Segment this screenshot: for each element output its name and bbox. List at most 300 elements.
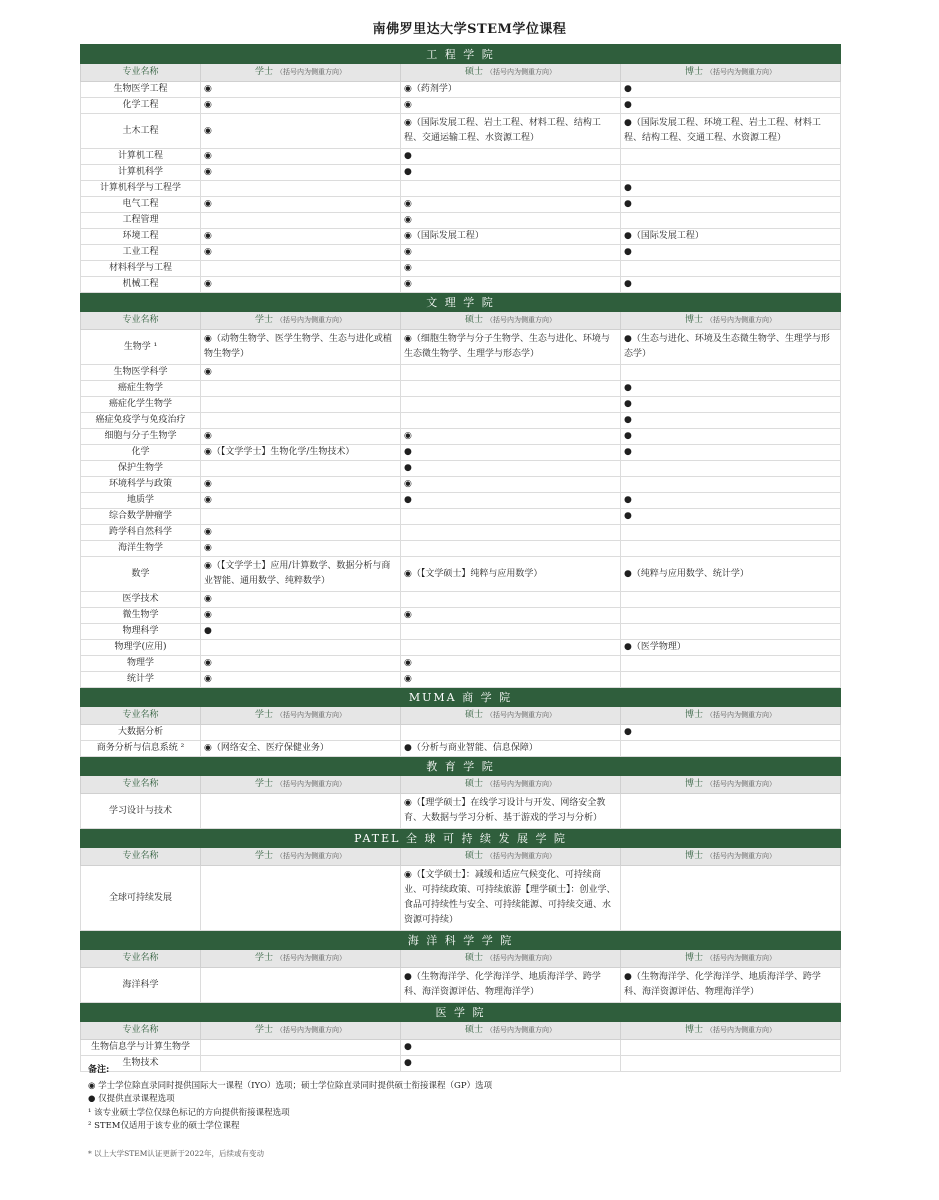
column-header-label: 专业名称 [122,779,159,789]
column-header [81,776,201,794]
table-row [81,624,841,640]
program-name: 计算机科学与工程学 [81,181,201,197]
degree-cell [621,672,841,688]
column-header-row [81,707,841,725]
degree-cell [401,592,621,608]
degree-cell [401,640,621,656]
program-name: 海洋科学 [81,968,201,1003]
degree-cell [621,165,841,181]
table-row [81,725,841,741]
degree-cell: ● [621,181,841,197]
degree-cell [201,213,401,229]
table-row [81,114,841,149]
degree-cell [201,181,401,197]
column-header [401,950,621,968]
column-header [81,312,201,330]
degree-cell [401,381,621,397]
table-row [81,541,841,557]
program-name: 医学技术 [81,592,201,608]
degree-cell [401,541,621,557]
degree-cell: ● [401,461,621,477]
column-header-note: （括号内为侧重方向） [486,711,556,719]
degree-cell: ◉ [201,98,401,114]
column-header-note: （括号内为侧重方向） [276,68,346,76]
column-header-note: （括号内为侧重方向） [706,316,776,324]
program-name: 物理学(应用) [81,640,201,656]
degree-cell [621,461,841,477]
program-name: 生物学 ¹ [81,330,201,365]
degree-cell: ◉ [401,477,621,493]
degree-cell: ● [621,429,841,445]
column-header [201,312,401,330]
degree-cell [621,1040,841,1056]
degree-cell: ● [401,149,621,165]
column-header-note: （括号内为侧重方向） [706,954,776,962]
degree-cell [401,413,621,429]
table-row [81,794,841,829]
column-header [201,1022,401,1040]
degree-cell: ◉ [401,672,621,688]
column-header-label: 博士 [684,779,703,789]
column-header-label: 博士 [684,67,703,77]
column-header-note: （括号内为侧重方向） [486,316,556,324]
column-header [81,848,201,866]
column-header [621,848,841,866]
notes [88,1064,848,1134]
degree-cell: ● [401,1040,621,1056]
column-header-label: 硕士 [464,1025,483,1035]
degree-cell [621,592,841,608]
notes-title: 备注: [88,1065,110,1075]
degree-cell: ● [621,397,841,413]
column-header [621,776,841,794]
degree-cell: ● [621,493,841,509]
column-header [401,312,621,330]
degree-cell: ● [401,445,621,461]
column-header [401,64,621,82]
column-header-note: （括号内为侧重方向） [706,711,776,719]
column-header [621,312,841,330]
section-header [81,931,841,950]
degree-cell [621,149,841,165]
column-header-label: 博士 [684,1025,703,1035]
degree-cell: ◉ [401,277,621,293]
degree-cell: ●（生态与进化、环境及生态微生物学、生理学与形态学） [621,330,841,365]
degree-cell: ◉ [201,245,401,261]
column-header-label: 学士 [254,953,273,963]
table-row [81,429,841,445]
column-header [401,776,621,794]
column-header-label: 博士 [684,851,703,861]
program-name: 材料科学与工程 [81,261,201,277]
column-header-label: 学士 [254,315,273,325]
table-row [81,229,841,245]
degree-cell: ●（分析与商业智能、信息保障） [401,741,621,757]
degree-cell: ◉（【文学硕士】纯粹与应用数学） [401,557,621,592]
program-name: 机械工程 [81,277,201,293]
degree-cell [401,181,621,197]
degree-cell [621,477,841,493]
section-header [81,829,841,848]
program-name: 电气工程 [81,197,201,213]
table-row [81,413,841,429]
column-header-note: （括号内为侧重方向） [486,1026,556,1034]
table-row [81,165,841,181]
column-header-label: 学士 [254,710,273,720]
program-name: 细胞与分子生物学 [81,429,201,445]
column-header [81,707,201,725]
program-name: 工业工程 [81,245,201,261]
degree-cell: ● [621,381,841,397]
column-header [201,848,401,866]
degree-cell: ◉（药剂学） [401,82,621,98]
degree-cell [621,525,841,541]
degree-cell: ● [201,624,401,640]
degree-cell: ◉ [201,656,401,672]
program-name: 化学 [81,445,201,461]
column-header [401,707,621,725]
degree-cell: ◉（网络安全、医疗保健业务） [201,741,401,757]
section-header [81,757,841,776]
degree-cell: ◉ [201,541,401,557]
program-name: 环境工程 [81,229,201,245]
degree-cell [201,509,401,525]
degree-cell: ◉ [401,245,621,261]
note-item: ¹ 该专业硕士学位仅绿色标记的方向提供衔接课程选项 [88,1107,290,1118]
degree-cell: ◉（【理学硕士】在线学习设计与开发、网络安全教育、大数据与学习分析、基于游戏的学习与分析） [401,794,621,829]
degree-cell [621,656,841,672]
section-title: MUMA 商 学 院 [81,688,841,707]
section-title: 医 学 院 [81,1003,841,1022]
degree-cell: ◉ [201,229,401,245]
degree-cell: ◉ [201,592,401,608]
column-header [621,64,841,82]
degree-cell [621,866,841,931]
column-header-label: 硕士 [464,67,483,77]
table-row [81,277,841,293]
column-header [401,1022,621,1040]
degree-cell [201,1040,401,1056]
table-row [81,397,841,413]
column-header-label: 专业名称 [122,953,159,963]
column-header-note: （括号内为侧重方向） [276,1026,346,1034]
table-row [81,181,841,197]
column-header [201,776,401,794]
table-row [81,82,841,98]
program-name: 癌症免疫学与免疫治疗 [81,413,201,429]
table-row [81,592,841,608]
degree-cell: ● [401,493,621,509]
column-header [621,707,841,725]
column-header-row [81,1022,841,1040]
column-header-label: 博士 [684,710,703,720]
column-header-row [81,64,841,82]
degree-cell: ◉（细胞生物学与分子生物学、生态与进化、环境与生态微生物学、生理学与形态学） [401,330,621,365]
column-header-label: 学士 [254,851,273,861]
program-name: 物理科学 [81,624,201,640]
program-name: 学习设计与技术 [81,794,201,829]
program-name: 大数据分析 [81,725,201,741]
program-name: 计算机工程 [81,149,201,165]
section-header [81,293,841,312]
column-header-label: 硕士 [464,953,483,963]
table-row [81,493,841,509]
column-header [621,1022,841,1040]
section-title: 工 程 学 院 [81,45,841,64]
note-item: ² STEM仅适用于该专业的硕士学位课程 [88,1121,240,1131]
degree-cell [201,413,401,429]
table-row [81,365,841,381]
column-header [201,950,401,968]
column-header-label: 硕士 [464,315,483,325]
degree-cell [201,397,401,413]
section-header [81,45,841,64]
table-row [81,149,841,165]
table-row [81,672,841,688]
table-row [81,741,841,757]
degree-cell: ◉ [201,608,401,624]
degree-cell: ◉ [401,213,621,229]
column-header-note: （括号内为侧重方向） [706,68,776,76]
degree-cell: ◉ [201,429,401,445]
program-name: 海洋生物学 [81,541,201,557]
table-row [81,245,841,261]
degree-cell [401,525,621,541]
program-name: 物理学 [81,656,201,672]
column-header-label: 硕士 [464,710,483,720]
degree-cell [621,213,841,229]
degree-cell [621,741,841,757]
degree-cell [201,866,401,931]
degree-cell: ◉ [201,365,401,381]
table-row [81,525,841,541]
degree-table [80,44,840,1072]
column-header-label: 专业名称 [122,851,159,861]
degree-cell [401,365,621,381]
column-header-label: 博士 [684,953,703,963]
column-header-note: （括号内为侧重方向） [276,780,346,788]
table-row [81,509,841,525]
degree-cell: ◉（动物生物学、医学生物学、生态与进化或植物生物学） [201,330,401,365]
degree-cell: ● [621,509,841,525]
table-row [81,98,841,114]
column-header-note: （括号内为侧重方向） [706,1026,776,1034]
degree-cell [201,794,401,829]
column-header-label: 硕士 [464,851,483,861]
degree-cell: ●（国际发展工程） [621,229,841,245]
column-header-note: （括号内为侧重方向） [276,954,346,962]
program-name: 生物信息学与计算生物学 [81,1040,201,1056]
section-title: PATEL 全 球 可 持 续 发 展 学 院 [81,829,841,848]
program-name: 生物医学科学 [81,365,201,381]
degree-cell: ◉ [201,493,401,509]
degree-cell: ◉ [201,477,401,493]
column-header-label: 学士 [254,67,273,77]
table-row [81,213,841,229]
degree-cell: ●（生物海洋学、化学海洋学、地质海洋学、跨学科、海洋资源评估、物理海洋学） [621,968,841,1003]
column-header-label: 专业名称 [122,1025,159,1035]
program-name: 微生物学 [81,608,201,624]
column-header-note: （括号内为侧重方向） [276,711,346,719]
degree-cell [401,397,621,413]
degree-cell: ●（国际发展工程、环境工程、岩土工程、材料工程、结构工程、交通工程、水资源工程） [621,114,841,149]
program-name: 商务分析与信息系统 ² [81,741,201,757]
program-name: 生物技术 [81,1056,201,1072]
program-name: 癌症生物学 [81,381,201,397]
degree-cell [401,509,621,525]
program-name: 地质学 [81,493,201,509]
column-header [621,950,841,968]
program-name: 土木工程 [81,114,201,149]
program-name: 全球可持续发展 [81,866,201,931]
column-header-label: 专业名称 [122,710,159,720]
column-header-note: （括号内为侧重方向） [706,852,776,860]
degree-cell [201,640,401,656]
table-row [81,261,841,277]
column-header-label: 学士 [254,779,273,789]
column-header-row [81,776,841,794]
program-name: 跨学科自然科学 [81,525,201,541]
column-header-note: （括号内为侧重方向） [486,852,556,860]
degree-cell: ◉ [401,261,621,277]
degree-cell [201,461,401,477]
degree-cell: ◉ [201,197,401,213]
degree-cell: ● [621,197,841,213]
degree-cell: ◉ [401,197,621,213]
table-row [81,330,841,365]
column-header-note: （括号内为侧重方向） [486,68,556,76]
table-row [81,197,841,213]
degree-cell [201,381,401,397]
degree-cell: ● [621,245,841,261]
degree-cell: ◉ [401,608,621,624]
table-row [81,866,841,931]
column-header-note: （括号内为侧重方向） [706,780,776,788]
column-header-label: 学士 [254,1025,273,1035]
section-header [81,1003,841,1022]
column-header-note: （括号内为侧重方向） [276,852,346,860]
note-item: ◉ 学士学位除直录同时提供国际大一课程（IYO）选项；硕士学位除直录同时提供硕士衔接课程（GP）选项 [88,1080,493,1091]
table-row [81,1040,841,1056]
section-title: 海 洋 科 学 学 院 [81,931,841,950]
degree-cell: ◉（【文学学士】应用/计算数学、数据分析与商业智能、通用数学、纯粹数学） [201,557,401,592]
degree-cell: ◉ [201,277,401,293]
column-header-row [81,848,841,866]
program-name: 癌症化学生物学 [81,397,201,413]
degree-cell: ◉（国际发展工程、岩土工程、材料工程、结构工程、交通运输工程、水资源工程） [401,114,621,149]
degree-cell: ●（生物海洋学、化学海洋学、地质海洋学、跨学科、海洋资源评估、物理海洋学） [401,968,621,1003]
degree-cell [201,725,401,741]
column-header [81,1022,201,1040]
table-row [81,640,841,656]
program-name: 数学 [81,557,201,592]
degree-cell: ● [621,413,841,429]
degree-cell [621,365,841,381]
table-row [81,445,841,461]
column-header [201,707,401,725]
section-title: 文 理 学 院 [81,293,841,312]
degree-cell: ● [621,98,841,114]
footer-note: * 以上大学STEM认证更新于2022年，后续或有变动 [88,1149,265,1158]
program-name: 计算机科学 [81,165,201,181]
degree-cell: ● [621,82,841,98]
degree-cell: ◉ [401,98,621,114]
program-name: 环境科学与政策 [81,477,201,493]
degree-cell: ◉ [201,672,401,688]
section-title: 教 育 学 院 [81,757,841,776]
table-row [81,608,841,624]
degree-cell: ● [621,725,841,741]
degree-cell: ●（医学物理） [621,640,841,656]
degree-cell: ◉ [201,165,401,181]
degree-cell [621,624,841,640]
table-row [81,656,841,672]
section-header [81,688,841,707]
column-header-label: 硕士 [464,779,483,789]
column-header-label: 博士 [684,315,703,325]
program-name: 生物医学工程 [81,82,201,98]
column-header-row [81,312,841,330]
program-name: 工程管理 [81,213,201,229]
degree-cell: ● [401,1056,621,1072]
degree-cell: ◉ [401,656,621,672]
table-row [81,477,841,493]
table-row [81,381,841,397]
programs-table [80,44,841,1072]
column-header [401,848,621,866]
degree-cell: ◉（国际发展工程） [401,229,621,245]
column-header-note: （括号内为侧重方向） [486,780,556,788]
degree-cell [201,968,401,1003]
degree-cell: ◉（【文学硕士】：减缓和适应气候变化、可持续商业、可持续政策、可持续旅游【理学硕士】：创业学、食品可持续性与安全、可持续能源、可持续交通、水资源可持续） [401,866,621,931]
degree-cell: ● [621,277,841,293]
program-name: 统计学 [81,672,201,688]
program-name: 综合数学肿瘤学 [81,509,201,525]
note-item: ● 仅提供直录课程选项 [88,1094,175,1104]
degree-cell: ◉ [201,525,401,541]
program-name: 保护生物学 [81,461,201,477]
table-row [81,968,841,1003]
degree-cell: ◉ [201,82,401,98]
degree-cell [401,624,621,640]
degree-cell: ◉ [401,429,621,445]
degree-cell [621,608,841,624]
degree-cell [201,261,401,277]
page-title: 南佛罗里达大学STEM学位课程 [372,22,567,37]
table-row [81,557,841,592]
degree-cell [621,794,841,829]
column-header-note: （括号内为侧重方向） [276,316,346,324]
column-header-row [81,950,841,968]
table-row [81,461,841,477]
degree-cell: ◉ [201,114,401,149]
degree-cell [401,725,621,741]
degree-cell [621,541,841,557]
degree-cell: ● [401,165,621,181]
degree-cell: ◉（【文学学士】生物化学/生物技术） [201,445,401,461]
column-header-label: 专业名称 [122,67,159,77]
column-header-label: 专业名称 [122,315,159,325]
degree-cell: ● [621,445,841,461]
program-name: 化学工程 [81,98,201,114]
column-header [81,950,201,968]
degree-cell: ◉ [201,149,401,165]
column-header [81,64,201,82]
degree-cell [621,261,841,277]
degree-cell: ●（纯粹与应用数学、统计学） [621,557,841,592]
column-header [201,64,401,82]
column-header-note: （括号内为侧重方向） [486,954,556,962]
